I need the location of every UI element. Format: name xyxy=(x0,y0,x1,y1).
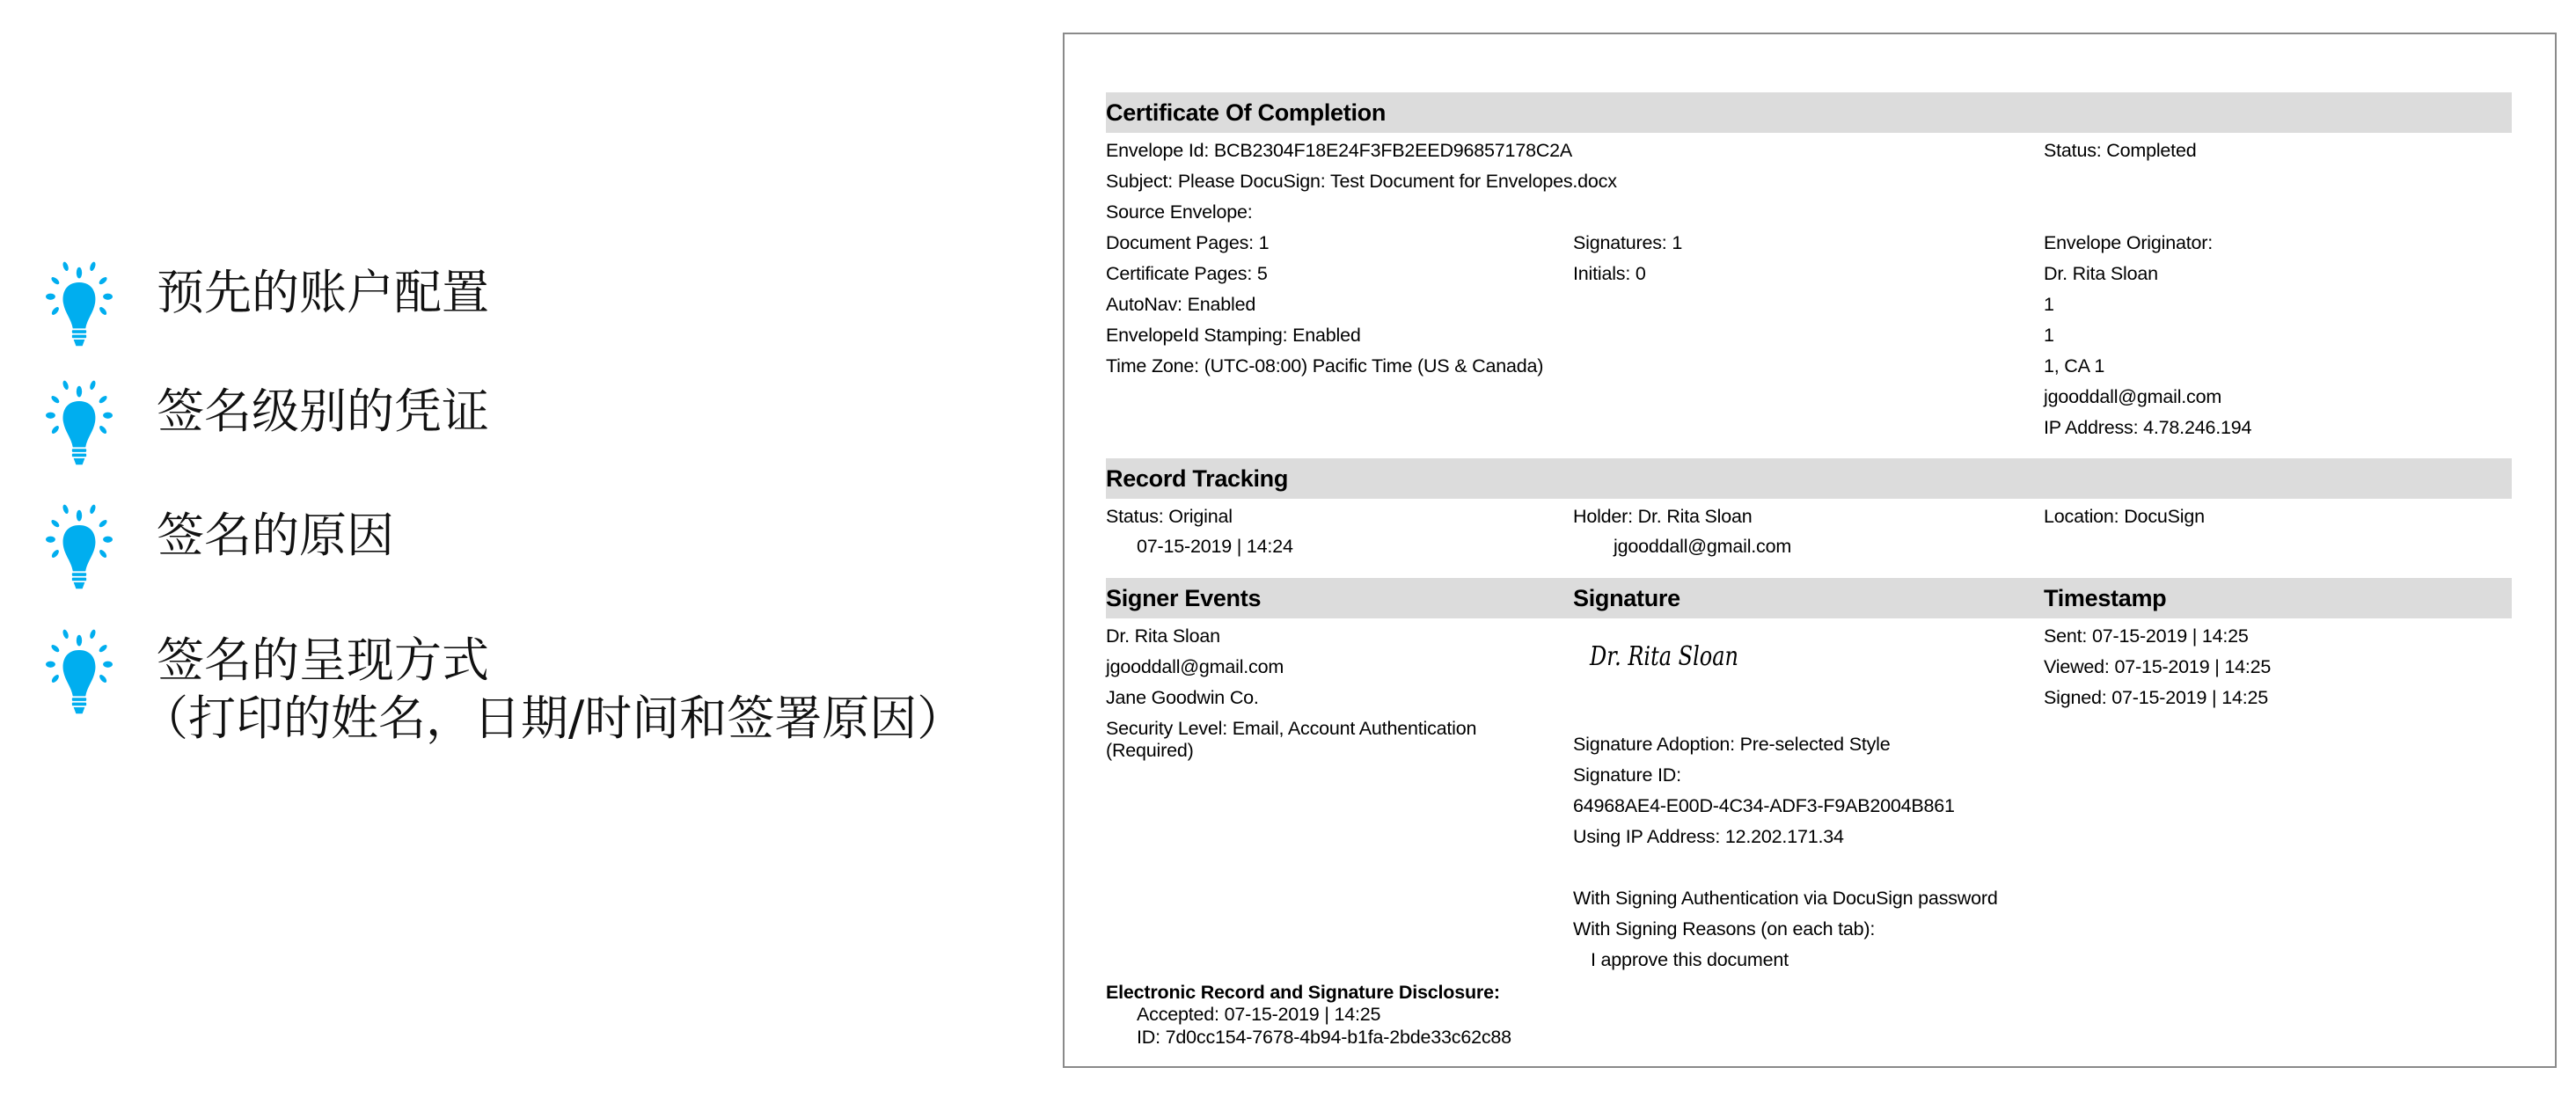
signature-adoption: Signature Adoption: Pre-selected Style xyxy=(1573,734,1891,755)
record-status-date: 07-15-2019 | 14:24 xyxy=(1137,536,1293,557)
originator-address-3: 1, CA 1 xyxy=(2044,355,2105,377)
originator-name: Dr. Rita Sloan xyxy=(2044,263,2158,284)
record-holder-email: jgooddall@gmail.com xyxy=(1614,536,1792,557)
signer-email: jgooddall@gmail.com xyxy=(1106,656,1284,677)
signing-ip: Using IP Address: 12.202.171.34 xyxy=(1573,826,1844,847)
lightbulb-icon xyxy=(35,376,123,467)
signing-authentication: With Signing Authentication via DocuSign password xyxy=(1573,888,1998,909)
envelope-stamping: EnvelopeId Stamping: Enabled xyxy=(1106,325,1361,346)
column-header-signer-events: Signer Events xyxy=(1106,585,1262,611)
bullet-text-group xyxy=(123,625,964,748)
signer-name: Dr. Rita Sloan xyxy=(1106,625,1220,647)
signatures-count: Signatures: 1 xyxy=(1573,232,1683,253)
section-header-record-tracking xyxy=(1106,458,2512,499)
signature-image: Dr. Rita Sloan xyxy=(1590,641,1738,672)
lightbulb-icon xyxy=(35,257,123,348)
record-holder: Holder: Dr. Rita Sloan xyxy=(1573,506,1753,527)
record-status: Status: Original xyxy=(1106,506,1233,527)
certificate-document xyxy=(1063,33,2557,1068)
security-level-required: (Required) xyxy=(1106,740,1194,761)
certificate-pages: Certificate Pages: 5 xyxy=(1106,263,1268,284)
document-pages: Document Pages: 1 xyxy=(1106,232,1270,253)
section-header-certificate xyxy=(1106,92,2512,133)
signing-reasons-label: With Signing Reasons (on each tab): xyxy=(1573,918,1876,939)
envelope-id: Envelope Id: BCB2304F18E24F3FB2EED96857178C2A xyxy=(1106,140,1573,161)
bullet-text: 签名级别的凭证 xyxy=(157,384,489,439)
originator-address-2: 1 xyxy=(2044,325,2054,346)
originator-address-1: 1 xyxy=(2044,294,2054,315)
timestamp-signed: Signed: 07-15-2019 | 14:25 xyxy=(2044,687,2269,708)
source-envelope: Source Envelope: xyxy=(1106,201,1253,223)
bullet-item xyxy=(35,257,489,348)
bullet-text: 签名的呈现方式 xyxy=(157,632,489,688)
section-header-signer-events xyxy=(1106,578,2512,618)
envelope-status: Status: Completed xyxy=(2044,140,2197,161)
bullet-text-detail: （打印的姓名，日期/时间和签署原因） xyxy=(141,691,965,746)
originator-ip: IP Address: 4.78.246.194 xyxy=(2044,417,2252,438)
timestamp-sent: Sent: 07-15-2019 | 14:25 xyxy=(2044,625,2249,647)
initials-count: Initials: 0 xyxy=(1573,263,1646,284)
bullet-item xyxy=(35,625,964,748)
timestamp-viewed: Viewed: 07-15-2019 | 14:25 xyxy=(2044,656,2272,677)
column-header-signature: Signature xyxy=(1573,585,1680,611)
signing-reason: I approve this document xyxy=(1591,949,1789,970)
column-header-timestamp: Timestamp xyxy=(2044,585,2167,611)
autonav: AutoNav: Enabled xyxy=(1106,294,1256,315)
time-zone: Time Zone: (UTC-08:00) Pacific Time (US & Canada) xyxy=(1106,355,1544,377)
record-location: Location: DocuSign xyxy=(2044,506,2205,527)
signer-company: Jane Goodwin Co. xyxy=(1106,687,1259,708)
originator-label: Envelope Originator: xyxy=(2044,232,2213,253)
signature-id-label: Signature ID: xyxy=(1573,764,1681,786)
bullet-item xyxy=(35,500,394,591)
subject: Subject: Please DocuSign: Test Document for Envelopes.docx xyxy=(1106,171,1617,192)
section-title: Record Tracking xyxy=(1106,465,1289,492)
section-title: Certificate Of Completion xyxy=(1106,99,1387,126)
disclosure-id: ID: 7d0cc154-7678-4b94-b1fa-2bde33c62c88 xyxy=(1137,1027,1511,1048)
security-level: Security Level: Email, Account Authentication xyxy=(1106,718,1477,739)
signature-id: 64968AE4-E00D-4C34-ADF3-F9AB2004B861 xyxy=(1573,795,1955,816)
bullet-item xyxy=(35,376,489,467)
bullet-text: 预先的账户配置 xyxy=(157,265,489,320)
originator-email: jgooddall@gmail.com xyxy=(2044,386,2222,407)
bullet-text: 签名的原因 xyxy=(157,508,394,563)
lightbulb-icon xyxy=(35,625,123,716)
lightbulb-icon xyxy=(35,500,123,591)
disclosure-title: Electronic Record and Signature Disclosure: xyxy=(1106,982,1500,1003)
disclosure-accepted: Accepted: 07-15-2019 | 14:25 xyxy=(1137,1004,1381,1025)
